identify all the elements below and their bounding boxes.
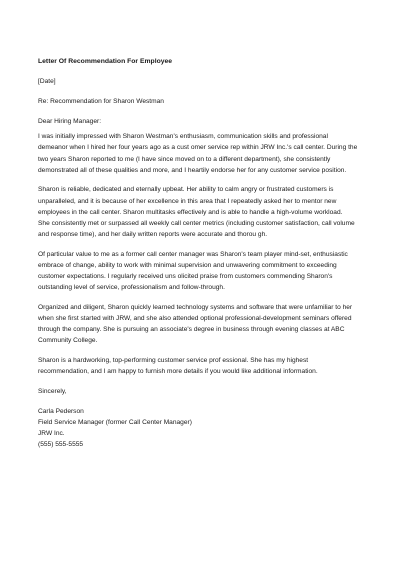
paragraph-line: Sharon is a hardworking, top-performing customer service prof essional. She has my highest [38, 356, 309, 364]
paragraph-line: outstanding level of service, professionalism and follow-through. [38, 283, 225, 291]
paragraph-line: Sharon is reliable, dedicated and eternally upbeat. Her ability to calm angry or frustrated customers is [38, 186, 334, 194]
letter-paragraph-1 [38, 131, 368, 175]
letter-paragraph-3 [38, 249, 368, 293]
paragraph-line: demonstrated all of these qualities and more, and I heartily endorse her for any customer service position. [38, 166, 347, 174]
signature-block [38, 406, 368, 450]
paragraph-line: when she first started with JRW, and she also attended optional professional-development seminars offered [38, 314, 352, 322]
letter-date: [Date] [38, 77, 56, 85]
letter-subject: Re: Recommendation for Sharon Westman [38, 97, 164, 105]
letter-page [38, 56, 368, 450]
paragraph-line: customer expectations. I regularly received uns olicited praise from customers commending Sharon's [38, 272, 333, 280]
letter-title: Letter Of Recommendation For Employee [38, 58, 173, 65]
paragraph-line: embrace of change, ability to work with minimal supervision and unwavering commitment to exceeding [38, 261, 337, 269]
letter-paragraph-2 [38, 184, 368, 239]
paragraph-line: demeanor when I hired her four years ago as a cust omer service rep within JRW Inc.'s call center. During the [38, 144, 358, 152]
paragraph-line: Organized and diligent, Sharon quickly learned technology systems and software that were unfamiliar to her [38, 303, 353, 311]
signature-phone: (555) 555-5555 [38, 441, 84, 449]
paragraph-line: I was initially impressed with Sharon Westman's enthusiasm, communication skills and professional [38, 133, 328, 141]
letter-salutation: Dear Hiring Manager: [38, 118, 102, 126]
letter-closing: Sincerely, [38, 387, 67, 395]
signature-name: Carla Pederson [38, 407, 84, 415]
letter-paragraph-5 [38, 355, 368, 377]
paragraph-line: through the company. She is pursuing an associate's degree in business through evening classes at ABC [38, 325, 345, 333]
paragraph-line: Community College. [38, 336, 98, 344]
paragraph-line: unparalleled, and it is because of her excellence in this area that I repeatedly asked her to mentor new [38, 197, 337, 205]
paragraph-line: She consistently met or surpassed all weekly call center metrics (including customer satisfaction, call volume [38, 219, 355, 227]
paragraph-line: Of particular value to me as a former call center manager was Sharon's team player mind-set, enthusiastic [38, 250, 348, 258]
signature-position: Field Service Manager (former Call Center Manager) [38, 419, 192, 427]
signature-company: JRW Inc. [38, 430, 65, 438]
paragraph-line: and response time), and her daily written reports were accurate and thorou gh. [38, 230, 268, 238]
paragraph-line: employees in the call center. Sharon multitasks effectively and is able to handle a high-volume workload. [38, 208, 343, 216]
paragraph-line: recommendation, and I am happy to furnish more details if you would like additional information. [38, 367, 318, 375]
paragraph-line: two years Sharon reported to me (I have since moved on to a different department), she consistently [38, 155, 331, 163]
letter-paragraph-4 [38, 302, 368, 346]
